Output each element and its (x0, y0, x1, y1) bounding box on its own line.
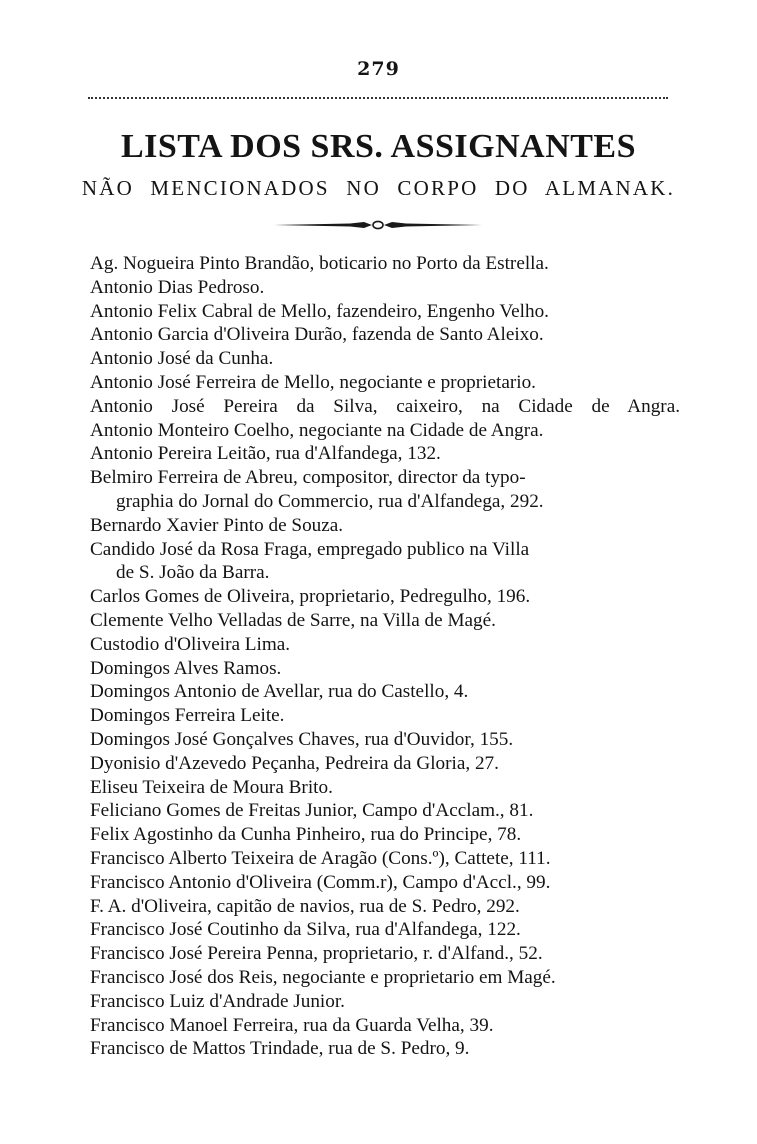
subscriber-entry (90, 395, 690, 419)
subscriber-entry (90, 442, 690, 466)
subscriber-entry (90, 966, 690, 990)
subscriber-entry (90, 276, 690, 300)
subscriber-entry-text: Antonio Pereira Leitão, rua d'Alfandega, 132. (90, 443, 441, 465)
subscriber-entry (90, 609, 690, 633)
subscriber-entry-text: Felix Agostinho da Cunha Pinheiro, rua do Principe, 78. (90, 824, 522, 846)
subscriber-entry (90, 871, 690, 895)
subscriber-entry-text: Francisco José Coutinho da Silva, rua d'Alfandega, 122. (90, 919, 521, 941)
subscriber-entry-text: Dyonisio d'Azevedo Peçanha, Pedreira da Gloria, 27. (90, 752, 499, 774)
subscriber-entry-text: Francisco Alberto Teixeira de Aragão (Cons.º), Cattete, 111. (90, 847, 551, 869)
subscriber-list (90, 252, 690, 1061)
subscriber-entry-text: F. A. d'Oliveira, capitão de navios, rua de S. Pedro, 292. (90, 895, 520, 917)
subscriber-entry (90, 347, 690, 371)
subscriber-entry (90, 728, 690, 752)
subscriber-entry-text: Bernardo Xavier Pinto de Souza. (90, 514, 344, 536)
subscriber-entry-text: Antonio José da Cunha. (90, 348, 274, 370)
subscriber-entry-text: Candido José da Rosa Fraga, empregado publico na Villa (90, 538, 530, 560)
subscriber-entry (90, 538, 690, 586)
list-title: LISTA DOS SRS. ASSIGNANTES (120, 128, 637, 165)
subscriber-entry (90, 657, 690, 681)
divider-ornament (272, 218, 484, 232)
subscriber-entry-continuation: graphia do Jornal do Commercio, rua d'Alfandega, 292. (116, 490, 544, 512)
subscriber-entry-continuation: de S. João da Barra. (116, 562, 270, 584)
subscriber-entry-text: Eliseu Teixeira de Moura Brito. (90, 776, 333, 798)
page-number: 279 (357, 58, 400, 80)
subscriber-entry-text: Francisco José dos Reis, negociante e proprietario em Magé. (90, 966, 556, 988)
subscriber-entry-text: Clemente Velho Velladas de Sarre, na Villa de Magé. (90, 609, 496, 631)
subscriber-entry (90, 1037, 690, 1061)
subscriber-entry (90, 799, 690, 823)
subscriber-entry-text: Antonio Garcia d'Oliveira Durão, fazenda de Santo Aleixo. (90, 324, 544, 346)
subscriber-entry-text: Domingos Ferreira Leite. (90, 705, 285, 727)
subscriber-entry-text: Antonio José Pereira da Silva, caixeiro, na Cidade de Angra. (90, 395, 681, 417)
subscriber-entry-text: Antonio José Ferreira de Mello, negociante e proprietario. (90, 371, 536, 393)
subscriber-entry-text: Carlos Gomes de Oliveira, proprietario, Pedregulho, 196. (90, 586, 531, 608)
subscriber-entry-text: Custodio d'Oliveira Lima. (90, 633, 291, 655)
subscriber-entry (90, 918, 690, 942)
subscriber-entry (90, 252, 690, 276)
subscriber-entry (90, 323, 690, 347)
subscriber-entry (90, 990, 690, 1014)
subscriber-entry (90, 300, 690, 324)
subscriber-entry (90, 371, 690, 395)
subscriber-entry (90, 776, 690, 800)
subscriber-entry (90, 466, 690, 514)
subscriber-entry-text: Domingos Alves Ramos. (90, 657, 282, 679)
subscriber-entry-text: Francisco José Pereira Penna, proprietario, r. d'Alfand., 52. (90, 943, 543, 965)
subscriber-entry (90, 704, 690, 728)
subscriber-entry (90, 514, 690, 538)
subscriber-entry-text: Domingos José Gonçalves Chaves, rua d'Ouvidor, 155. (90, 728, 514, 750)
subscriber-entry-text: Francisco Luiz d'Andrade Junior. (90, 990, 345, 1012)
subscriber-entry (90, 847, 690, 871)
subscriber-entry (90, 942, 690, 966)
subscriber-entry (90, 823, 690, 847)
subscriber-entry (90, 633, 690, 657)
subscriber-entry-text: Belmiro Ferreira de Abreu, compositor, director da typo- (90, 467, 526, 489)
header-rule (88, 97, 668, 99)
subscriber-entry-text: Feliciano Gomes de Freitas Junior, Campo d'Acclam., 81. (90, 800, 534, 822)
subscriber-entry-text: Ag. Nogueira Pinto Brandão, boticario no Porto da Estrella. (90, 253, 549, 274)
subscriber-entry-text: Francisco Manoel Ferreira, rua da Guarda Velha, 39. (90, 1014, 494, 1036)
subscriber-entry (90, 680, 690, 704)
subscriber-entry-text: Domingos Antonio de Avellar, rua do Castello, 4. (90, 681, 469, 703)
subscriber-entry (90, 585, 690, 609)
subscriber-entry (90, 419, 690, 443)
subscriber-entry (90, 1014, 690, 1038)
subscriber-entry-text: Antonio Monteiro Coelho, negociante na Cidade de Angra. (90, 419, 544, 441)
subscriber-entry (90, 752, 690, 776)
list-subtitle: NÃO MENCIONADOS NO CORPO DO ALMANAK. (81, 176, 676, 200)
subscriber-entry-text: Antonio Felix Cabral de Mello, fazendeiro, Engenho Velho. (90, 300, 549, 322)
subscriber-entry-text: Francisco Antonio d'Oliveira (Comm.r), Campo d'Accl., 99. (90, 871, 551, 893)
subscriber-entry-text: Francisco de Mattos Trindade, rua de S. Pedro, 9. (90, 1038, 470, 1060)
subscriber-entry (90, 895, 690, 919)
subscriber-entry-text: Antonio Dias Pedroso. (90, 276, 265, 298)
